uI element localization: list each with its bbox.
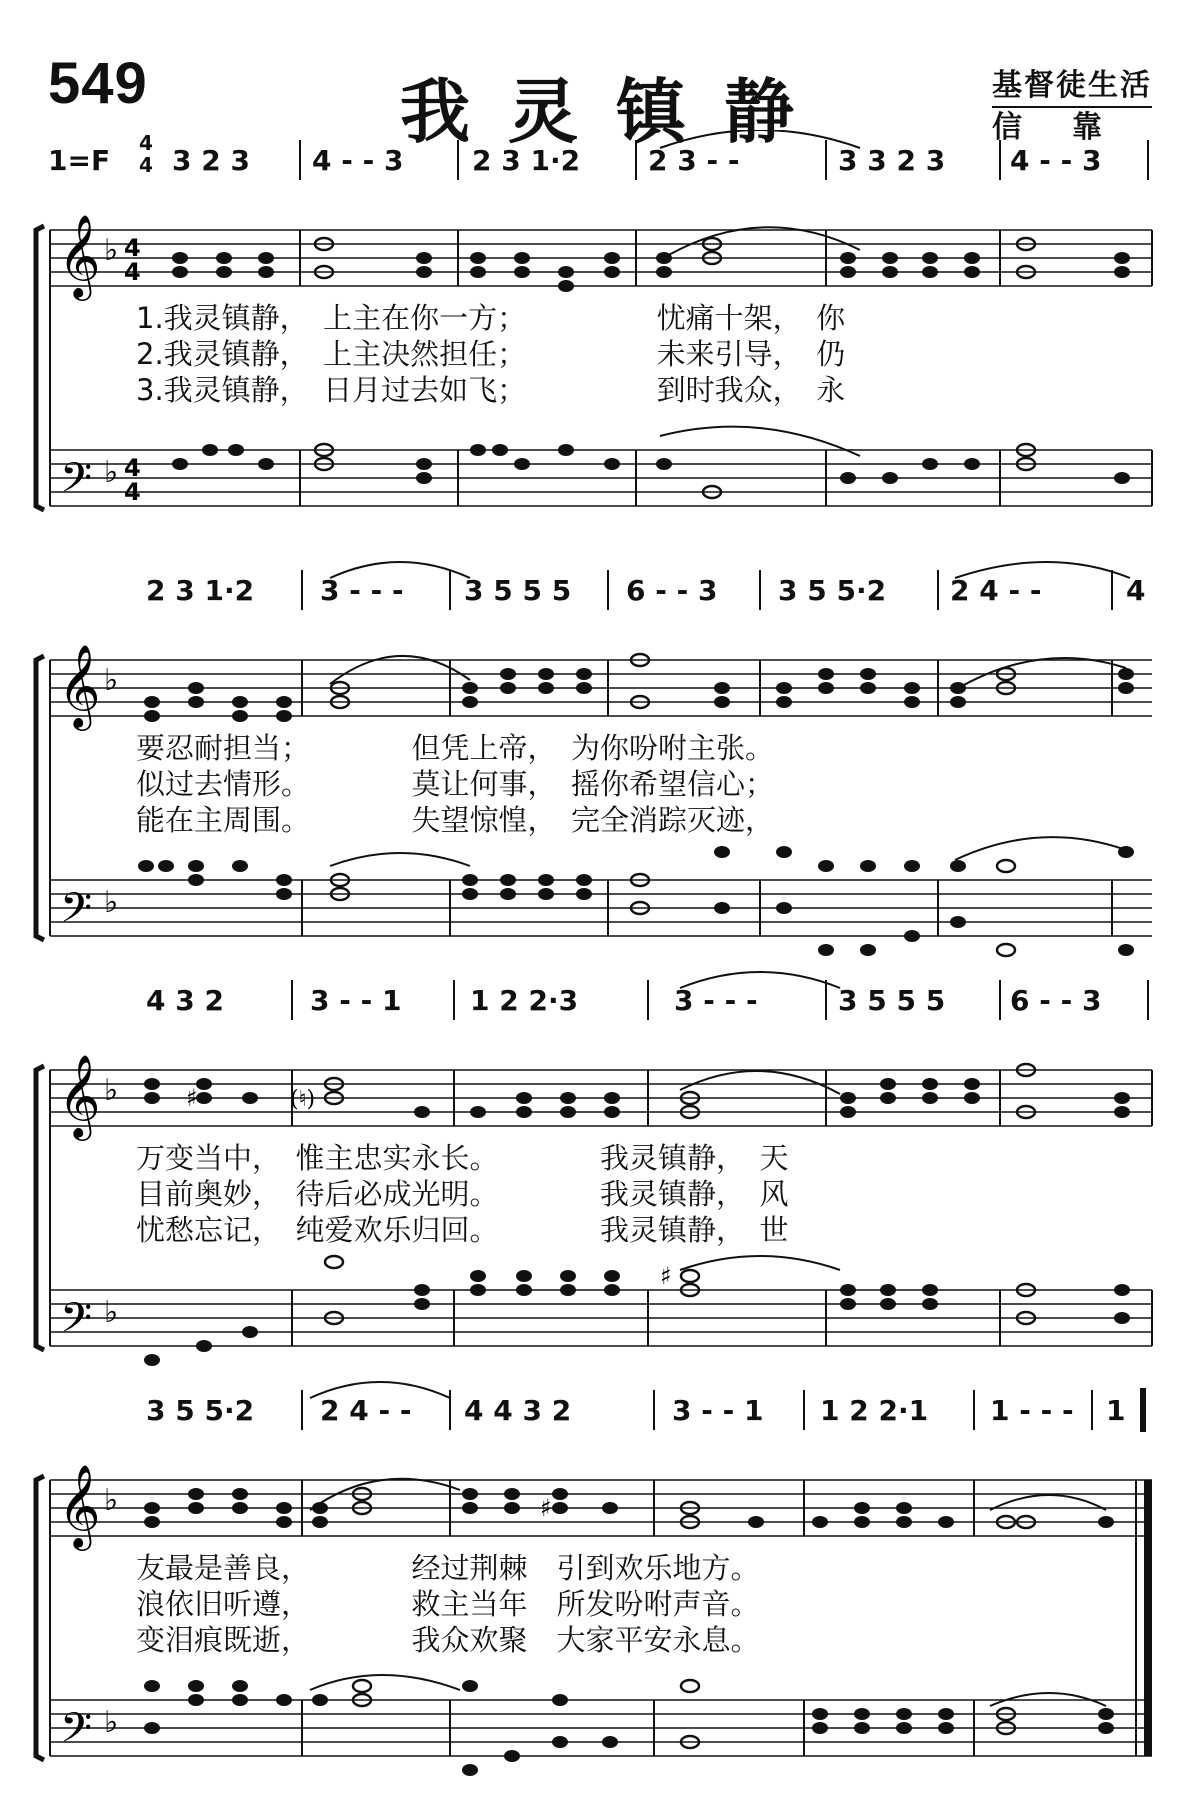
svg-text:𝄢: 𝄢	[60, 1704, 93, 1762]
svg-text:𝄢: 𝄢	[60, 454, 93, 512]
jianpu-measure: 3 - - 1	[672, 1394, 764, 1427]
jianpu-measure: 2 3 - -	[648, 144, 740, 177]
lyric-verse-1: 1.我灵镇静， 上主在你一方； 忧痛十架， 你	[136, 301, 846, 335]
jianpu-measure: 3 3 2 3	[838, 144, 946, 177]
svg-text:♭: ♭	[104, 1295, 119, 1330]
jianpu-measure: 2 4 - -	[320, 1394, 412, 1427]
lyric-verse-1: 万变当中， 惟主忠实永长。 我灵镇静， 天	[136, 1141, 789, 1175]
jianpu-measure: 1	[1106, 1394, 1126, 1427]
svg-text:𝄢: 𝄢	[60, 1294, 93, 1352]
jianpu-measure: 4 3 2	[146, 984, 224, 1017]
svg-text:♭: ♭	[104, 1483, 119, 1518]
jianpu-measure: 3 5 5·2	[146, 1394, 255, 1427]
jianpu-measure: 3 2 3	[172, 144, 250, 177]
hymn-section: 信靠	[992, 110, 1152, 145]
music-system-1	[0, 130, 1200, 530]
jianpu-measure: 2 3 1·2	[146, 574, 255, 607]
svg-text:𝄞: 𝄞	[58, 643, 101, 727]
jianpu-measure: 2 4 - -	[950, 574, 1042, 607]
jianpu-measure: 4 - - 3	[312, 144, 404, 177]
jianpu-measure: 6 - - 3	[626, 574, 718, 607]
svg-text:♭: ♭	[104, 233, 119, 268]
jianpu-measure: 3 - - 1	[310, 984, 402, 1017]
svg-text:4: 4	[124, 454, 141, 482]
svg-text:♯: ♯	[540, 1494, 552, 1522]
lyric-verse-3: 能在主周围。 失望惊惶， 完全消踪灭迹，	[136, 803, 775, 837]
lyric-verse-3: 3.我灵镇静， 日月过去如飞； 到时我众， 永	[136, 373, 846, 407]
svg-text:4: 4	[124, 258, 141, 286]
svg-text:𝄞: 𝄞	[58, 1463, 101, 1547]
svg-text:♭: ♭	[104, 1073, 119, 1108]
key-signature-text: 1=F	[48, 144, 111, 177]
jianpu-measure: 3 5 5 5	[838, 984, 946, 1017]
svg-text:4: 4	[124, 478, 141, 506]
jianpu-measure: 6 - - 3	[1010, 984, 1102, 1017]
svg-text:♭: ♭	[104, 663, 119, 698]
jianpu-measure: 3 - - -	[320, 574, 404, 607]
hymn-title: 我灵镇静	[400, 71, 832, 153]
lyric-verse-2: 目前奥妙， 待后必成光明。 我灵镇静， 风	[136, 1177, 789, 1211]
hymn-number: 549	[48, 51, 148, 116]
time-sig-top: 4	[139, 131, 153, 155]
jianpu-measure: 4 - - 3	[1010, 144, 1102, 177]
jianpu-measure: 1 2 2·3	[470, 984, 579, 1017]
jianpu-measure: 4 4 3 2	[464, 1394, 572, 1427]
lyric-verse-1: 要忍耐担当； 但凭上帝， 为你吩咐主张。	[136, 731, 775, 765]
svg-text:♯: ♯	[186, 1084, 198, 1112]
svg-text:♭: ♭	[104, 1705, 119, 1740]
svg-text:𝄞: 𝄞	[58, 1053, 101, 1137]
svg-text:♭: ♭	[104, 455, 119, 490]
lyric-verse-3: 变泪痕既逝， 我众欢聚 大家平安永息。	[136, 1623, 760, 1657]
svg-text:𝄢: 𝄢	[60, 884, 93, 942]
svg-text:𝄞: 𝄞	[58, 213, 101, 297]
jianpu-measure: 1 - - -	[990, 1394, 1074, 1427]
music-system-3	[0, 970, 1200, 1370]
time-sig-bottom: 4	[139, 153, 153, 177]
jianpu-measure: 3 5 5 5	[464, 574, 572, 607]
lyric-verse-3: 忧愁忘记， 纯爱欢乐归回。 我灵镇静， 世	[136, 1213, 789, 1247]
jianpu-measure: 1 2 2·1	[820, 1394, 929, 1427]
lyric-verse-1: 友最是善良， 经过荆棘 引到欢乐地方。	[136, 1551, 760, 1585]
jianpu-measure: 3 - - -	[674, 984, 758, 1017]
jianpu-measure: 2 3 1·2	[472, 144, 581, 177]
lyric-verse-2: 2.我灵镇静， 上主决然担任； 未来引导， 仍	[136, 337, 846, 371]
svg-text:(♮): (♮)	[290, 1087, 316, 1112]
svg-text:♭: ♭	[104, 885, 119, 920]
hymn-source: 基督徒生活	[992, 66, 1152, 108]
music-system-4	[0, 1380, 1200, 1780]
music-system-2	[0, 560, 1200, 960]
lyric-verse-2: 浪依旧听遵， 救主当年 所发吩咐声音。	[136, 1587, 760, 1621]
svg-text:4: 4	[124, 234, 141, 262]
lyric-verse-2: 似过去情形。 莫让何事， 摇你希望信心；	[136, 767, 775, 801]
svg-text:♯: ♯	[660, 1262, 672, 1290]
jianpu-measure: 4	[1126, 574, 1146, 607]
jianpu-measure: 3 5 5·2	[778, 574, 887, 607]
